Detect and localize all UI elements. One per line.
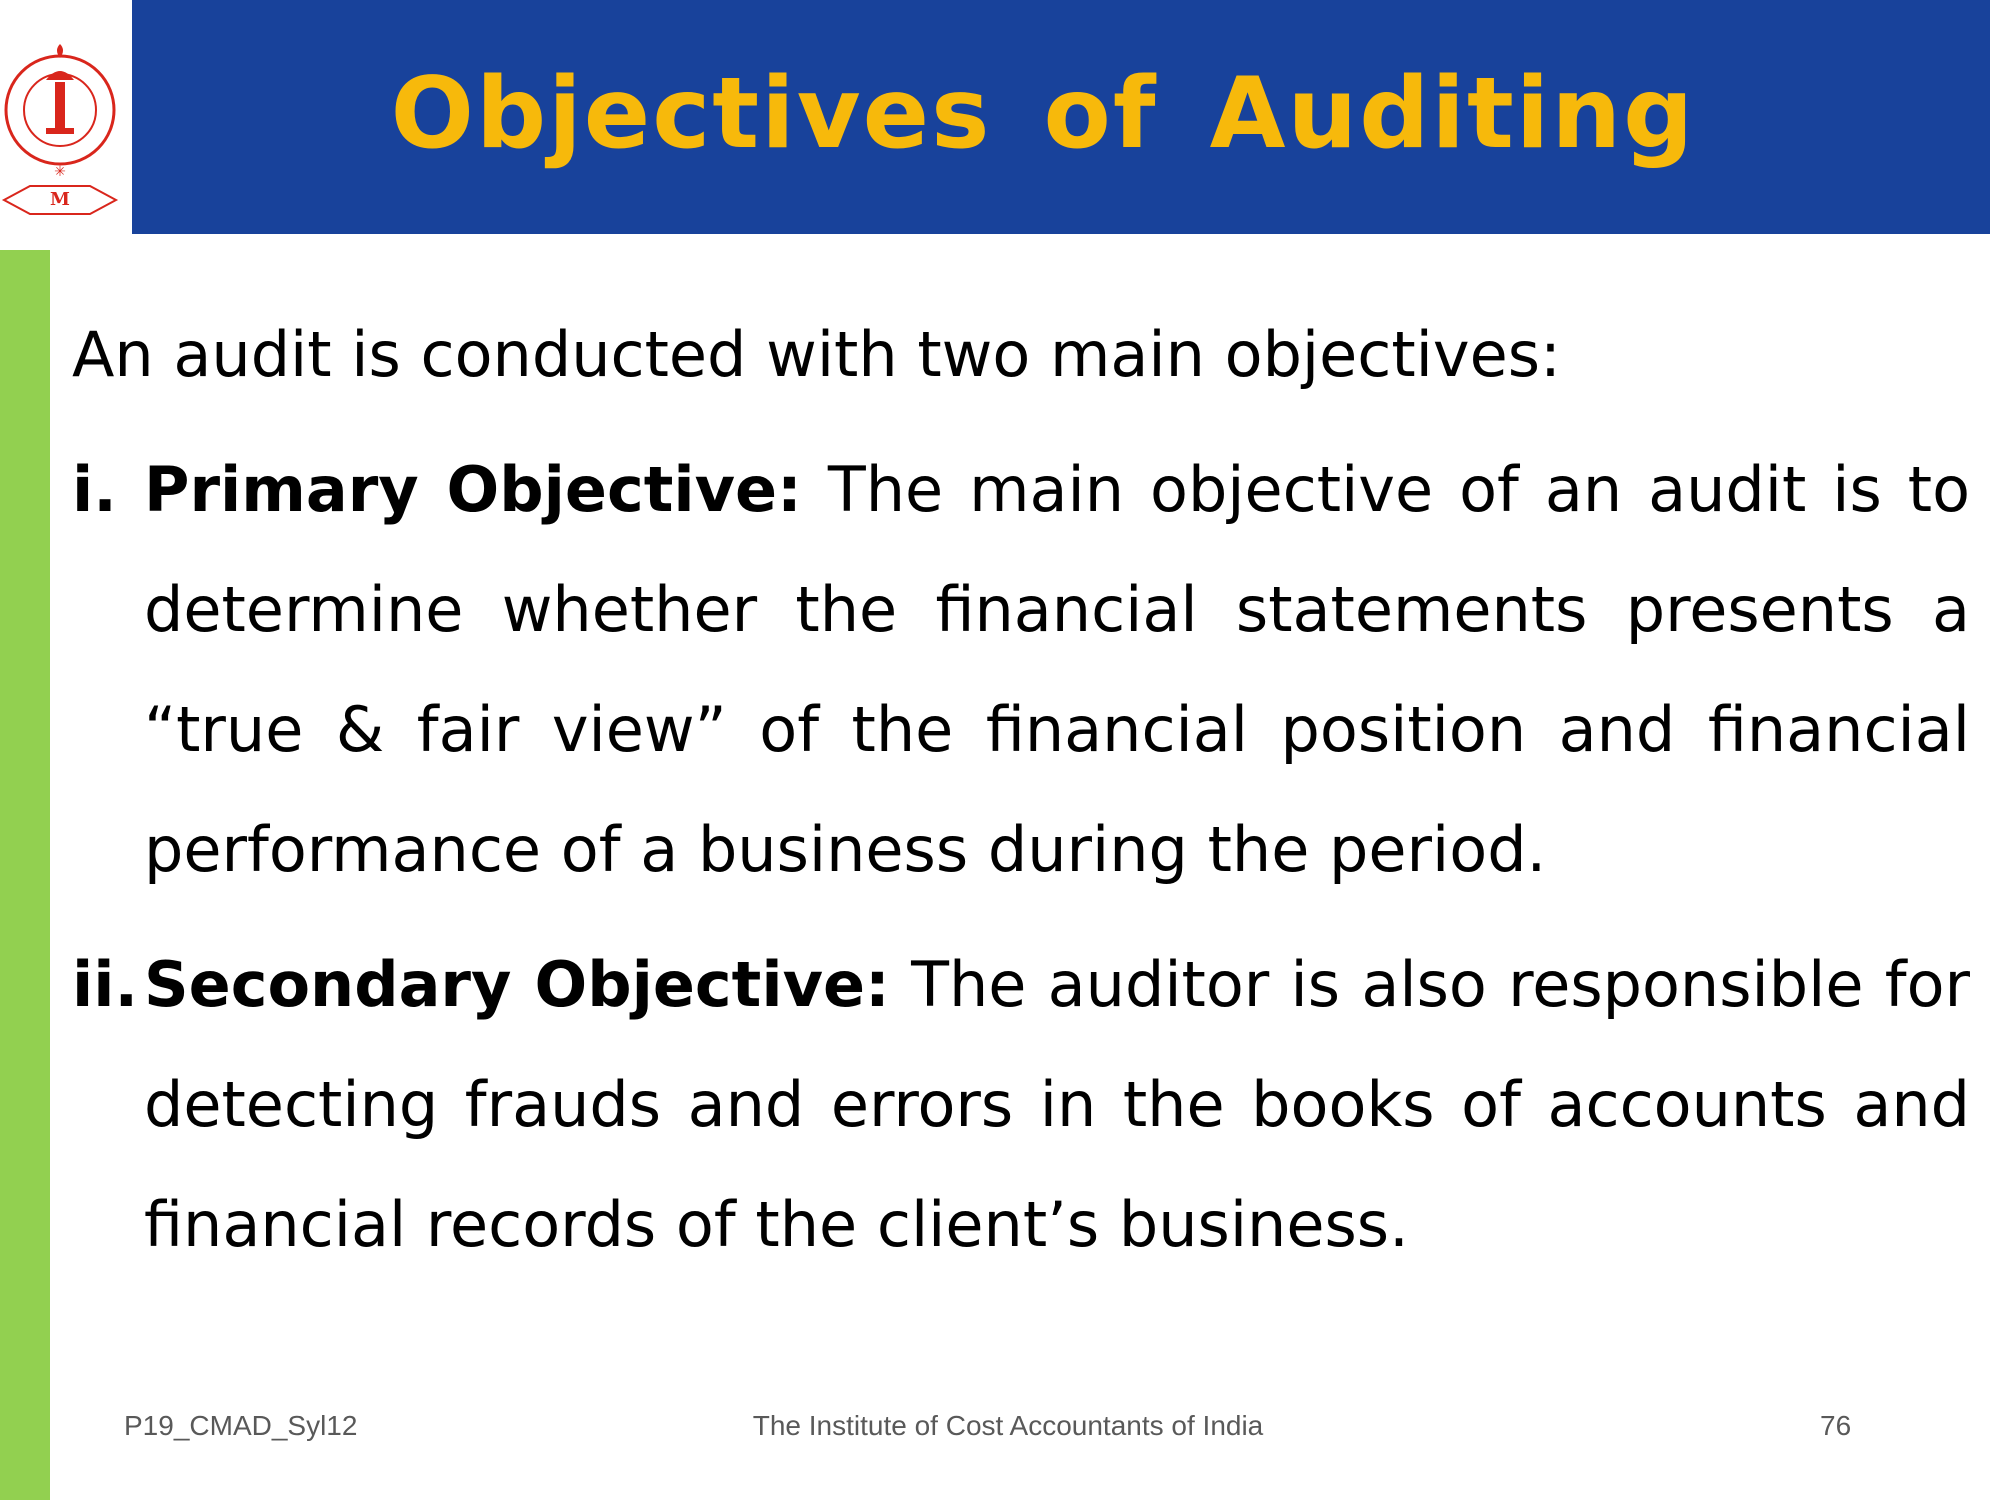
page-number: 76 bbox=[1820, 1410, 1852, 1441]
item-number: ii. bbox=[72, 948, 139, 1021]
intro-text: An audit is conducted with two main objectives: bbox=[72, 318, 1561, 391]
item-text: The auditor is also responsible for detecting frauds and errors in the books of accounts and financial records of the client’s business. bbox=[144, 948, 1970, 1261]
item-body bbox=[144, 430, 1970, 910]
item-heading: Primary Objective: bbox=[144, 453, 802, 526]
item-heading: Secondary Objective: bbox=[144, 948, 890, 1021]
footer-institute-name: The Institute of Cost Accountants of India bbox=[752, 1410, 1264, 1441]
svg-text:✳: ✳ bbox=[54, 164, 66, 180]
institute-logo bbox=[0, 0, 130, 232]
slide-title: Objectives of Auditing bbox=[390, 57, 1696, 171]
accent-sidebar bbox=[0, 250, 50, 1500]
seal-icon bbox=[0, 0, 130, 232]
item-text: The main objective of an audit is to determine whether the financial statements presents a “true & fair view” of the financial position and financial performance of a business during the period. bbox=[144, 453, 1971, 886]
svg-text:M: M bbox=[50, 189, 70, 210]
item-body bbox=[144, 925, 1970, 1285]
item-number: i. bbox=[72, 453, 117, 526]
footer-course-code: P19_CMAD_Syl12 bbox=[124, 1410, 358, 1441]
title-bar bbox=[132, 0, 1990, 234]
